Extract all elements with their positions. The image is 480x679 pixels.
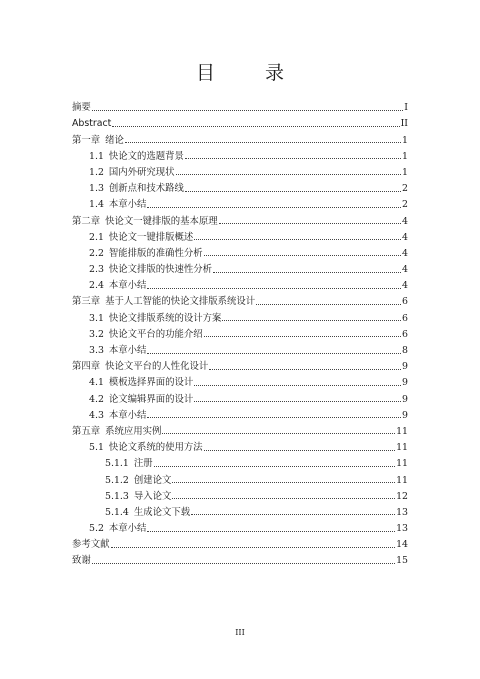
dot-leader <box>111 547 396 548</box>
toc-entry-number: 第五章 <box>72 425 101 437</box>
toc-entry-page: 2 <box>402 183 408 195</box>
toc-entry-number: 5.1.1 <box>105 458 129 470</box>
dot-leader <box>147 207 401 208</box>
toc-entry-text: 快论文平台的功能介绍 <box>108 328 203 340</box>
toc-entry-text: 致谢 <box>72 555 91 567</box>
toc-entry-number: 2.2 <box>89 247 104 259</box>
toc-entry-page: I <box>404 102 408 114</box>
toc-entry-label <box>72 426 161 437</box>
toc-entry[interactable] <box>72 162 408 178</box>
toc-entry-text: 本章小结 <box>108 345 147 356</box>
toc-entry-page: 4 <box>402 231 408 243</box>
toc-entry[interactable] <box>72 178 408 194</box>
toc-entry[interactable] <box>72 259 408 275</box>
toc-entry-number: 1.1 <box>89 150 104 162</box>
toc-entry-label <box>72 555 91 566</box>
dot-leader <box>92 563 395 564</box>
dot-leader <box>172 498 395 499</box>
toc-entry-label <box>72 216 218 227</box>
toc-entry-number: 3.2 <box>89 328 104 340</box>
toc-entry-page: 6 <box>402 328 408 340</box>
toc-entry-number: 3.1 <box>89 312 104 324</box>
toc-entry-page: 4 <box>402 247 408 259</box>
toc-entry-text: 快论文排版的快速性分析 <box>108 264 213 276</box>
toc-entry-text: 导入论文 <box>133 490 172 502</box>
toc-entry[interactable] <box>72 502 408 518</box>
toc-entry-label <box>89 442 203 453</box>
toc-entry-number: 1.4 <box>89 199 104 211</box>
toc-entry-label <box>72 296 255 307</box>
dot-leader <box>92 110 404 111</box>
toc-entry-label <box>72 102 91 113</box>
toc-entry-number: 2.1 <box>89 231 104 243</box>
toc-entry-page: 4 <box>402 280 408 292</box>
toc-entry-page: 2 <box>402 199 408 211</box>
toc-entry-number: 1.2 <box>89 166 104 178</box>
toc-entry-label <box>89 167 175 178</box>
toc-entry-label <box>72 118 111 129</box>
toc-entry[interactable] <box>72 227 408 243</box>
dot-leader <box>162 433 395 434</box>
toc-entry-page: 9 <box>402 393 408 405</box>
dot-leader <box>194 385 401 386</box>
toc-entry[interactable] <box>72 275 408 291</box>
toc-entry-label <box>89 280 146 291</box>
dot-leader <box>194 239 401 240</box>
dot-leader <box>172 482 395 483</box>
toc-entry-text: 参考文献 <box>72 539 110 551</box>
toc-entry-label <box>105 458 153 469</box>
toc-entry-label <box>89 394 193 405</box>
toc-entry-label <box>89 313 221 324</box>
toc-entry-label <box>89 183 184 194</box>
toc-entry[interactable] <box>72 340 408 356</box>
toc-entry[interactable] <box>72 486 408 502</box>
dot-leader <box>176 174 401 175</box>
toc-entry-number: 5.1.2 <box>105 474 129 486</box>
toc-entry[interactable] <box>72 453 408 469</box>
dot-leader <box>194 401 401 402</box>
toc-entry[interactable] <box>72 291 408 307</box>
toc-entry[interactable] <box>72 324 408 340</box>
toc-entry-label <box>89 410 146 421</box>
toc-entry-text: 快论文一键排版的基本原理 <box>105 215 218 227</box>
toc-entry-page: 11 <box>396 442 408 454</box>
toc-entry[interactable] <box>72 405 408 421</box>
dot-leader <box>125 142 401 143</box>
dot-leader <box>147 353 401 354</box>
toc-entry-page: II <box>400 118 408 130</box>
toc-entry-label <box>89 264 212 275</box>
toc-entry-page: 9 <box>402 377 408 389</box>
dot-leader <box>147 531 395 532</box>
toc-entry-number: 第一章 <box>72 134 101 146</box>
dot-leader <box>147 417 401 418</box>
toc-entry-label <box>89 377 193 388</box>
dot-leader <box>213 272 401 273</box>
dot-leader <box>191 514 395 515</box>
page-number: III <box>235 628 245 637</box>
toc-entry[interactable] <box>72 421 408 437</box>
toc-entry-number: 5.1.4 <box>105 506 129 518</box>
dot-leader <box>209 369 401 370</box>
toc-entry-text: 论文编辑界面的设计 <box>108 393 194 405</box>
toc-entry[interactable] <box>72 113 408 129</box>
toc-entry[interactable] <box>72 129 408 145</box>
toc-entry-label <box>89 232 193 243</box>
toc-entry-number: 3.3 <box>89 345 104 356</box>
toc-entry-label <box>89 199 146 210</box>
toc-entry-text: 本章小结 <box>108 409 147 421</box>
toc-entry-text: 绪论 <box>105 134 124 146</box>
toc-entry-page: 1 <box>402 166 408 178</box>
toc-entry-text: 创新点和技术路线 <box>108 183 184 195</box>
toc-entry[interactable] <box>72 372 408 388</box>
dot-leader <box>204 255 401 256</box>
dot-leader <box>185 191 401 192</box>
toc-entry-page: 11 <box>396 458 408 470</box>
toc-entry-page: 9 <box>402 361 408 373</box>
toc-entry-page: 8 <box>402 345 408 356</box>
toc-entry-label <box>89 345 146 356</box>
toc-entry-page: 13 <box>396 523 408 535</box>
toc-entry-page: 13 <box>396 506 408 518</box>
toc-entry[interactable] <box>72 146 408 162</box>
toc-entry[interactable] <box>72 437 408 453</box>
toc-entry[interactable] <box>72 243 408 259</box>
dot-leader <box>219 223 401 224</box>
toc-entry-text: 快论文平台的人性化设计 <box>105 361 209 373</box>
toc-entry-text: 模板选择界面的设计 <box>108 377 194 389</box>
toc-entry-page: 15 <box>396 555 408 567</box>
toc-entry-page: 1 <box>402 150 408 162</box>
toc-entry-page: 12 <box>396 490 408 502</box>
toc-entry-page: 4 <box>402 264 408 276</box>
toc-entry[interactable] <box>72 97 408 113</box>
toc-entry-label <box>89 523 146 534</box>
toc-entry-text: 快论文一键排版概述 <box>108 231 194 243</box>
toc-entry-label <box>105 475 171 486</box>
toc-entry-label <box>105 507 190 518</box>
toc-entry-text: 本章小结 <box>108 199 147 211</box>
toc-entry-page: 6 <box>402 296 408 308</box>
toc-entry-number: 5.1.3 <box>105 490 129 502</box>
toc-entry-number: 4.1 <box>89 377 104 389</box>
toc-entry-number: 2.4 <box>89 280 104 292</box>
toc-entry-page: 14 <box>396 539 408 551</box>
toc-entry-number: 第三章 <box>72 296 101 308</box>
toc-entry-number: 5.1 <box>89 442 104 454</box>
dot-leader <box>147 288 401 289</box>
dot-leader <box>204 450 395 451</box>
toc-entry[interactable] <box>72 307 408 323</box>
toc-entry-page: 11 <box>396 474 408 486</box>
toc-entry[interactable] <box>72 534 408 550</box>
toc-title: 目 录 <box>195 62 307 84</box>
toc-entry-text: 本章小结 <box>108 280 147 292</box>
toc-entry-page: 6 <box>402 312 408 324</box>
toc-entry-label <box>89 248 203 259</box>
toc-entry-label <box>72 539 110 550</box>
toc-entry-number: 4.2 <box>89 393 104 405</box>
toc-entry-text: 快论文系统的使用方法 <box>108 442 203 454</box>
toc-entry-text: 基于人工智能的快论文排版系统设计 <box>105 296 256 308</box>
toc-entry-text: 国内外研究现状 <box>108 166 175 178</box>
toc-entry-page: 9 <box>402 409 408 421</box>
dot-leader <box>185 158 401 159</box>
toc-entry[interactable] <box>72 356 408 372</box>
toc-entry[interactable] <box>72 518 408 534</box>
toc-entry-label <box>72 361 208 372</box>
toc-entry[interactable] <box>72 388 408 404</box>
toc-entry-number: 2.3 <box>89 264 104 276</box>
dot-leader <box>222 320 401 321</box>
toc-entry-text: 快论文的选题背景 <box>108 150 184 162</box>
toc-entry[interactable] <box>72 194 408 210</box>
dot-leader <box>154 466 395 467</box>
toc-entry-page: 1 <box>402 134 408 146</box>
dot-leader <box>256 304 401 305</box>
table-of-contents <box>72 97 408 566</box>
toc-entry-label <box>89 151 184 162</box>
toc-entry-number: 1.3 <box>89 183 104 195</box>
toc-entry[interactable] <box>72 469 408 485</box>
toc-entry-text: 注册 <box>133 458 153 470</box>
toc-entry-text: 快论文排版系统的设计方案 <box>108 312 222 324</box>
toc-entry-text: 摘要 <box>72 102 91 114</box>
dot-leader <box>204 336 401 337</box>
toc-entry-page: 11 <box>396 425 408 437</box>
toc-entry-number: 5.2 <box>89 523 104 535</box>
toc-entry-number: 第四章 <box>72 361 101 373</box>
toc-entry-text: 生成论文下载 <box>133 506 191 518</box>
toc-entry-label <box>89 329 203 340</box>
toc-entry-number: 第二章 <box>72 215 101 227</box>
toc-entry-text: 创建论文 <box>133 474 172 486</box>
toc-entry-label <box>105 491 171 502</box>
dot-leader <box>112 126 399 127</box>
toc-entry-page: 4 <box>402 215 408 227</box>
toc-entry-text: 本章小结 <box>108 523 147 535</box>
toc-entry-text: Abstract <box>72 118 112 130</box>
toc-entry[interactable] <box>72 210 408 226</box>
toc-entry-number: 4.3 <box>89 409 104 421</box>
toc-entry-text: 智能排版的准确性分析 <box>108 247 203 259</box>
toc-entry-text: 系统应用实例 <box>105 425 162 437</box>
toc-entry-label <box>72 135 124 146</box>
toc-entry[interactable] <box>72 550 408 566</box>
